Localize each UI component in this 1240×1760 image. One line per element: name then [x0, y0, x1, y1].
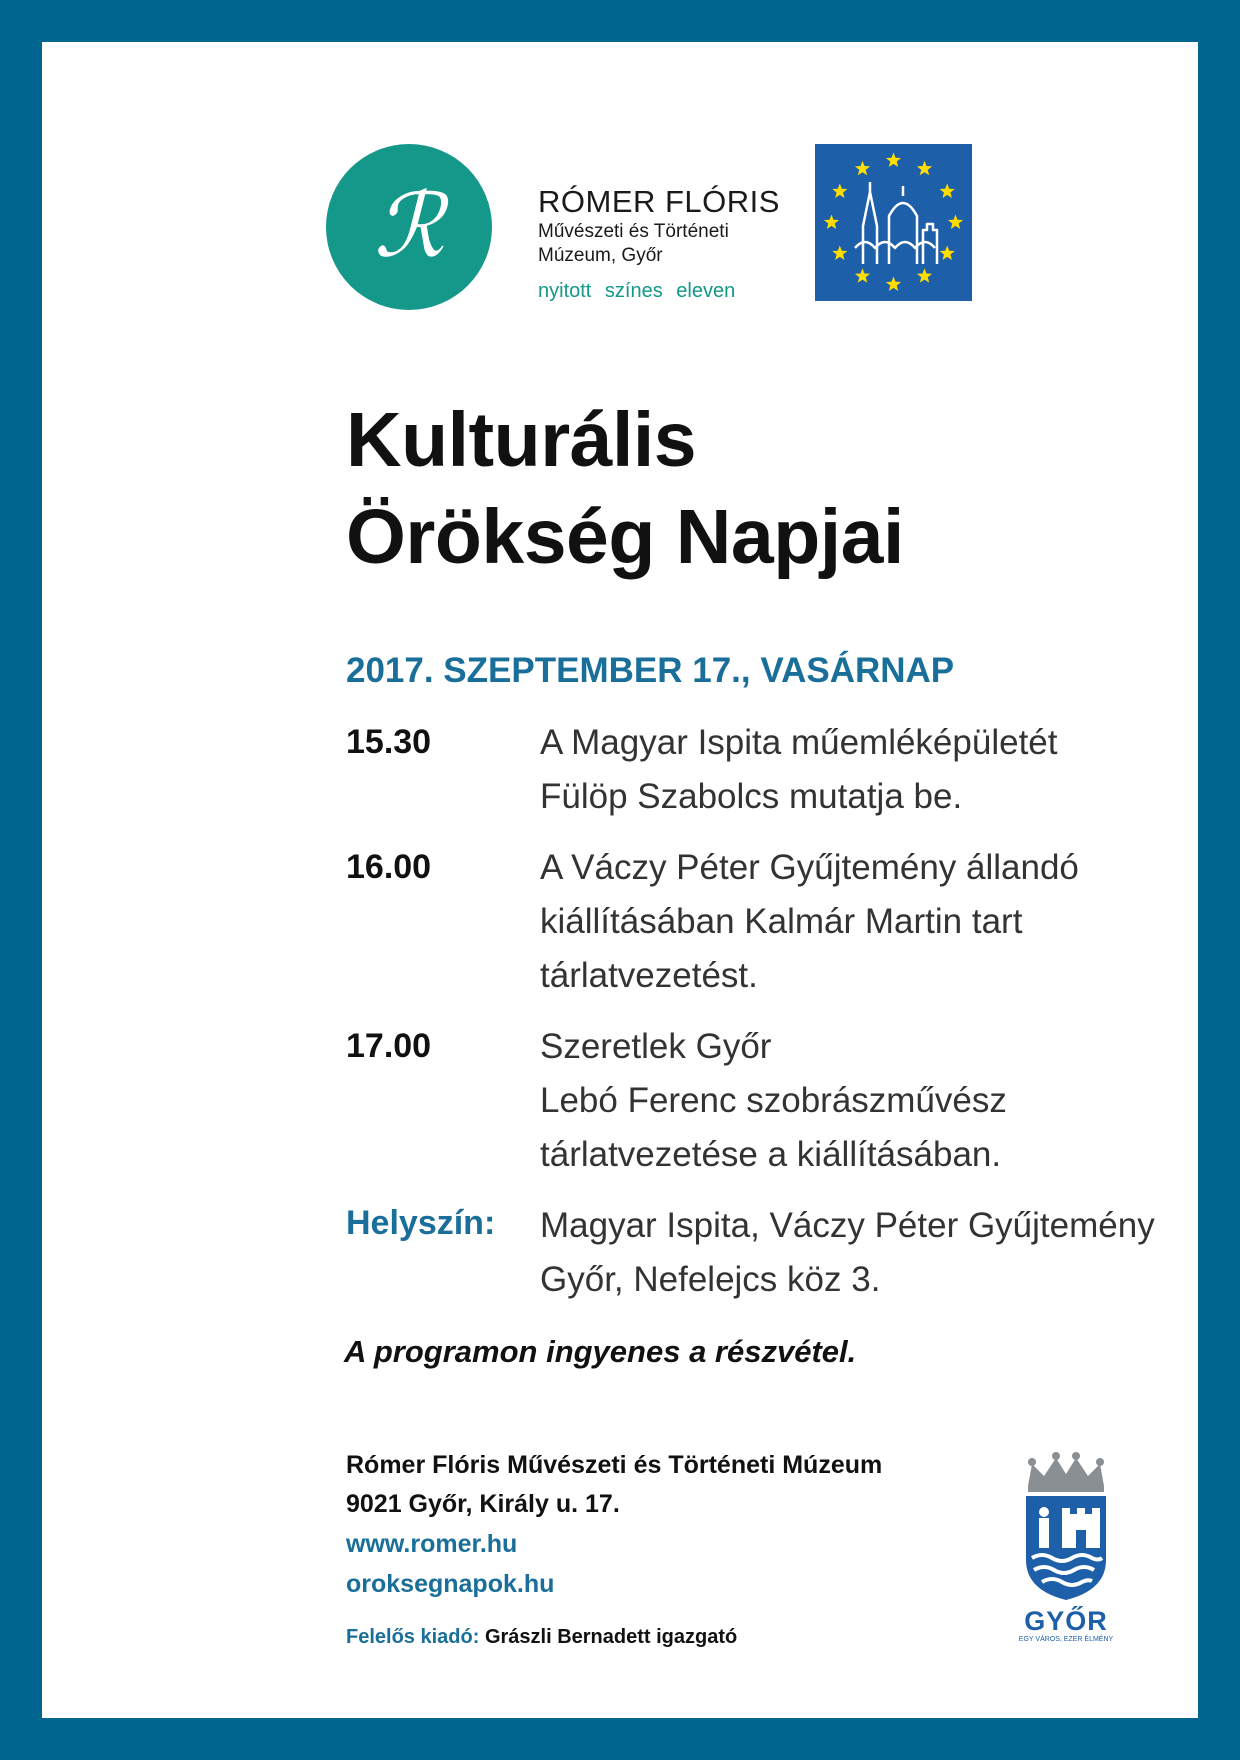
program-desc-1 [540, 716, 1057, 824]
romer-museum-logo-icon [326, 144, 492, 310]
eu-star-icon [917, 268, 932, 282]
program-desc-3-line-2: Lebó Ferenc szobrászművész [540, 1081, 1007, 1120]
publisher-name: Grászli Bernadett igazgató [484, 1626, 738, 1648]
program-desc-2-line-1: A Váczy Péter Gyűjtemény állandó [540, 848, 1079, 887]
venue-line-1: Magyar Ispita, Váczy Péter Gyűjtemény [540, 1206, 1155, 1245]
program-desc-1-line-2: Fülöp Szabolcs mutatja be. [540, 777, 963, 816]
eu-star-icon [855, 161, 870, 175]
program-desc-3-line-1: Szeretlek Győr [540, 1027, 772, 1066]
program-desc-3-line-3: tárlatvezetése a kiállításában. [540, 1135, 1002, 1174]
museum-subtitle-1: Művészeti és Történeti [538, 221, 729, 242]
publisher-line [346, 1627, 737, 1647]
program-desc-2 [540, 841, 1079, 1003]
program-desc-1-line-1: A Magyar Ispita műemléképületét [540, 723, 1058, 762]
footer-address: 9021 Győr, Király u. 17. [346, 1490, 620, 1518]
eu-star-icon [940, 184, 955, 198]
gyor-city-name: GYŐR [1024, 1606, 1108, 1636]
venue-line-2: Győr, Nefelejcs köz 3. [540, 1260, 881, 1299]
title-line-1: Kulturális [346, 397, 697, 483]
museum-subtitle-2: Múzeum, Győr [538, 245, 663, 266]
eu-star-icon [824, 215, 839, 229]
venue-text [540, 1199, 1155, 1307]
eu-star-icon [886, 153, 901, 167]
eu-star-icon [917, 161, 932, 175]
museum-name: RÓMER FLÓRIS [538, 184, 780, 219]
free-entry-note: A programon ingyenes a részvétel. [344, 1334, 857, 1369]
program-desc-2-line-3: tárlatvezetést. [540, 956, 758, 995]
title-line-2: Örökség Napjai [346, 494, 904, 580]
eu-star-icon [940, 246, 955, 260]
publisher-label: Felelős kiadó: [346, 1626, 480, 1648]
program-time-1: 15.30 [346, 723, 432, 761]
eu-star-icon [832, 184, 847, 198]
program-time-2: 16.00 [346, 848, 432, 886]
program-time-3: 17.00 [346, 1027, 432, 1065]
footer-website-link[interactable]: www.romer.hu [346, 1530, 518, 1558]
footer-museum: Rómer Flóris Művészeti és Történeti Múzeum [346, 1451, 883, 1479]
program-desc-2-line-2: kiállításában Kalmár Martin tart [540, 902, 1023, 941]
gyor-coat-of-arms-icon [1022, 1450, 1110, 1600]
eu-star-icon [948, 215, 963, 229]
footer-heritage-link[interactable]: oroksegnapok.hu [346, 1570, 555, 1598]
event-date: 2017. SZEPTEMBER 17., VASÁRNAP [346, 651, 955, 690]
program-desc-3 [540, 1020, 1007, 1182]
eu-heritage-days-logo-icon [815, 144, 972, 301]
venue-label: Helyszín: [346, 1204, 496, 1242]
eu-star-icon [832, 246, 847, 260]
eu-star-icon [855, 268, 870, 282]
museum-tagline: nyitott színes eleven [538, 280, 736, 302]
eu-star-icon [886, 277, 901, 291]
gyor-city-tagline: EGY VÁROS, EZER ÉLMÉNY [1018, 1636, 1114, 1643]
logo-letter: ℛ [373, 174, 445, 277]
